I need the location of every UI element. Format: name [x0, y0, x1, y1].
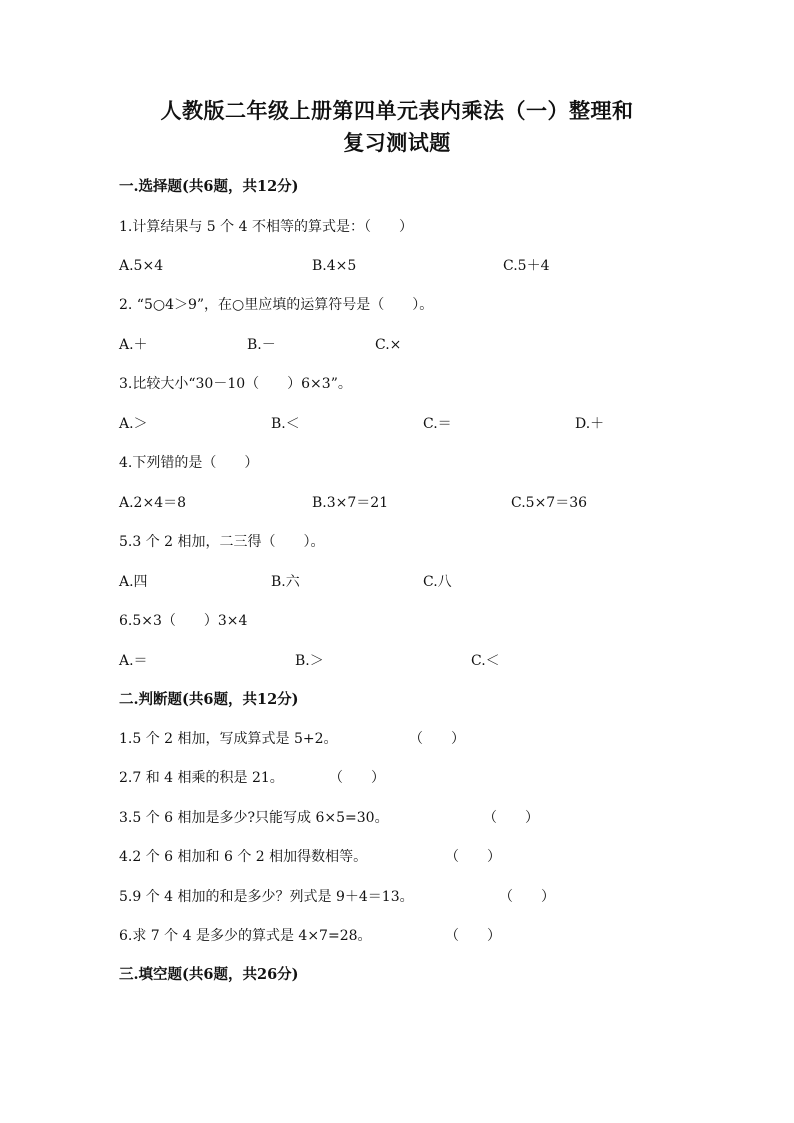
judge-statement: 4.2 个 6 相加和 6 个 2 相加得数相等。	[119, 849, 368, 865]
option-row	[119, 334, 759, 356]
judge-item	[119, 728, 759, 750]
option-row	[119, 492, 759, 514]
question-stem: 3.比较大小“30－10（ ）6×3”。	[119, 376, 352, 392]
answer-blank[interactable]: （ ）	[483, 810, 539, 826]
answer-blank[interactable]: （ ）	[445, 849, 501, 865]
section-heading-choice: 一.选择题(共6题，共12分)	[119, 178, 299, 195]
judge-item	[119, 846, 759, 868]
option-b: B.3×7＝21	[312, 495, 389, 511]
option-d: D.＋	[575, 416, 605, 432]
question-stem: 4.下列错的是（ ）	[119, 455, 259, 471]
section-heading-judge: 二.判断题(共6题，共12分)	[119, 691, 299, 708]
option-c: C.5×7＝36	[511, 495, 588, 511]
page-title-line-2: 复习测试题	[343, 130, 451, 155]
answer-blank[interactable]: （ ）	[445, 928, 501, 944]
option-c: C.＝	[423, 416, 452, 432]
option-c: C.5＋4	[503, 258, 550, 274]
option-a: A.＋	[119, 337, 148, 353]
option-row	[119, 255, 759, 277]
question-stem: 5.3 个 2 相加，二三得（ ）。	[119, 534, 325, 550]
judge-statement: 6.求 7 个 4 是多少的算式是 4×7=28。	[119, 928, 372, 944]
option-row	[119, 413, 759, 435]
option-b: B.六	[271, 574, 300, 590]
answer-blank[interactable]: （ ）	[499, 889, 555, 905]
option-c: C.八	[423, 574, 452, 590]
option-b: B.＞	[295, 653, 324, 669]
option-a: A.5×4	[119, 258, 164, 274]
answer-blank[interactable]: （ ）	[329, 770, 385, 786]
judge-item	[119, 767, 759, 789]
question-stem: 6.5×3（ ）3×4	[119, 613, 248, 629]
page-title-line-1: 人教版二年级上册第四单元表内乘法（一）整理和	[160, 98, 634, 123]
option-row	[119, 571, 759, 593]
option-a: A.＞	[119, 416, 148, 432]
option-b: B.＜	[271, 416, 300, 432]
judge-statement: 2.7 和 4 相乘的积是 21。	[119, 770, 284, 786]
option-a: A.四	[119, 574, 148, 590]
option-c: C.×	[375, 337, 402, 353]
question-stem: 1.计算结果与 5 个 4 不相等的算式是：（ ）	[119, 219, 413, 235]
judge-statement: 5.9 个 4 相加的和是多少？列式是 9＋4＝13。	[119, 889, 414, 905]
section-heading-fill: 三.填空题(共6题，共26分)	[119, 966, 299, 983]
option-b: B.－	[247, 337, 276, 353]
answer-blank[interactable]: （ ）	[409, 731, 465, 747]
judge-item	[119, 925, 759, 947]
option-a: A.2×4＝8	[119, 495, 187, 511]
option-a: A.＝	[119, 653, 148, 669]
option-b: B.4×5	[312, 258, 357, 274]
judge-item	[119, 807, 759, 829]
judge-statement: 1.5 个 2 相加，写成算式是 5+2。	[119, 731, 338, 747]
judge-statement: 3.5 个 6 相加是多少?只能写成 6×5=30。	[119, 810, 389, 826]
option-c: C.＜	[471, 653, 500, 669]
option-row	[119, 650, 759, 672]
question-stem: 2. “5○4＞9”，在○里应填的运算符号是（ ）。	[119, 297, 434, 313]
judge-item	[119, 886, 759, 908]
